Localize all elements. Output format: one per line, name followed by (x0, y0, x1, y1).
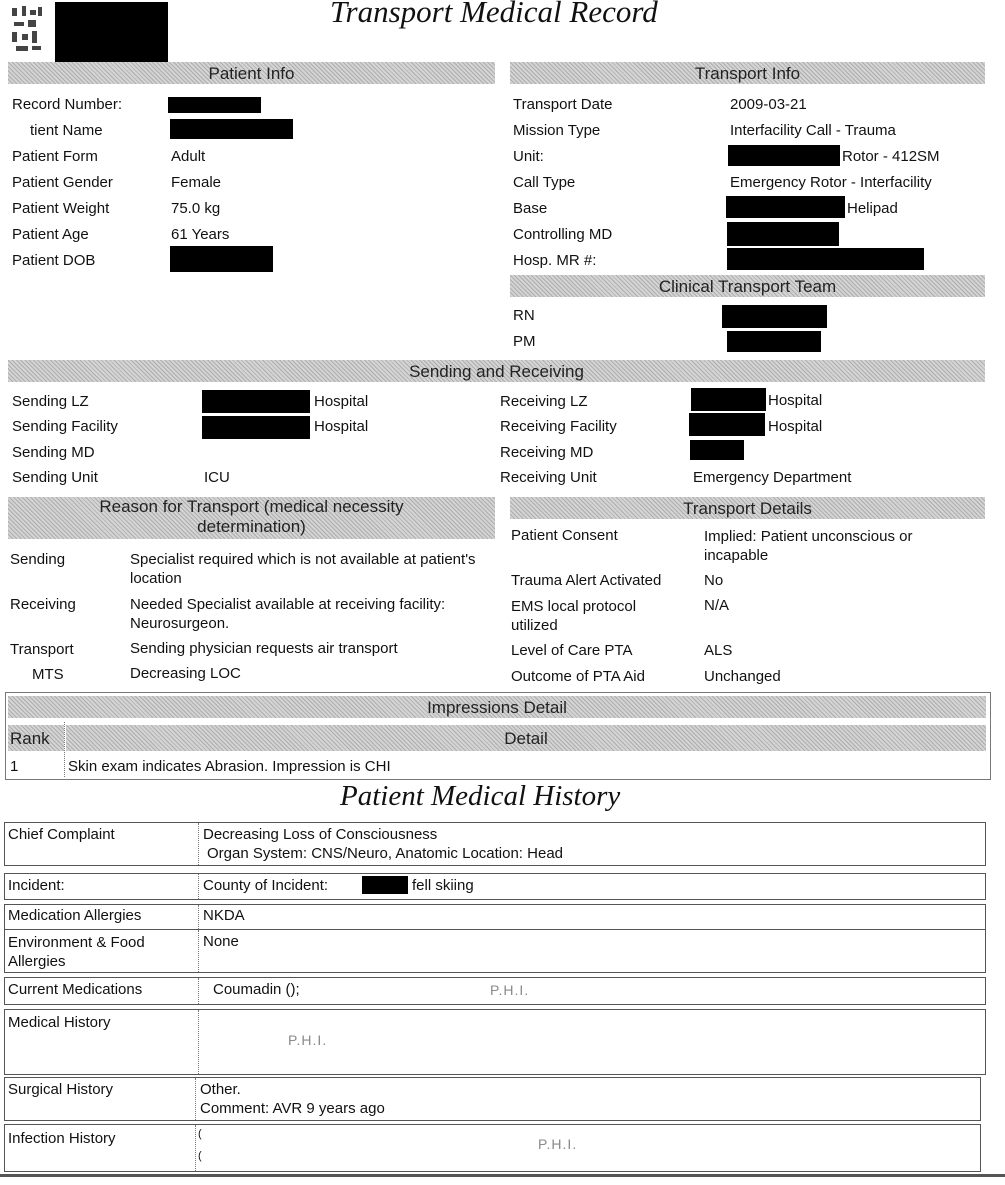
reason-heading: Reason for Transport (medical necessity determination) (8, 497, 495, 539)
receiving-unit-value: Emergency Department (693, 469, 852, 486)
field-label: Chief Complaint (8, 826, 115, 843)
ems-protocol-value: N/A (704, 597, 730, 614)
column-divider (198, 905, 199, 929)
field-label: Surgical History (8, 1081, 114, 1098)
redacted-record-number (168, 97, 261, 113)
field-label: Receiving Facility (500, 418, 617, 435)
field-label: Transport Date (513, 96, 613, 113)
redacted-sending-facility (202, 416, 310, 439)
field-label: Sending Facility (12, 418, 118, 435)
redacted-patient-dob (170, 246, 273, 272)
impression-detail: Skin exam indicates Abrasion. Impression is CHI (68, 758, 391, 775)
field-label: Receiving MD (500, 444, 594, 461)
field-label: Patient Form (12, 148, 98, 165)
field-label: Trauma Alert Activated (511, 572, 662, 589)
field-label: Base (513, 200, 548, 217)
infection-history-value-2: ( (198, 1150, 202, 1162)
institution-logo-icon (8, 4, 50, 56)
rank-column-header: Rank (8, 725, 64, 751)
chief-complaint-detail: Organ System: CNS/Neuro, Anatomic Location: Head (207, 845, 564, 862)
field-label: Hosp. MR #: (513, 252, 597, 269)
history-title: Patient Medical History (340, 780, 621, 812)
column-divider (64, 722, 65, 777)
medication-allergies-row (4, 904, 986, 930)
field-label: Incident: (8, 877, 65, 894)
sending-facility-value: Hospital (314, 418, 369, 435)
reason-transport-value: Sending physician requests air transport (130, 640, 398, 657)
redacted-receiving-lz (691, 388, 766, 411)
field-label: Receiving (10, 596, 76, 613)
call-type-value: Emergency Rotor - Interfacility (730, 174, 932, 191)
field-label: Patient DOB (12, 252, 96, 269)
pta-outcome-value: Unchanged (704, 668, 781, 685)
clinical-team-heading: Clinical Transport Team (510, 275, 985, 297)
redacted-controlling-md (727, 222, 839, 246)
impression-rank: 1 (10, 758, 19, 775)
incident-row (4, 873, 986, 900)
redacted-sending-lz (202, 390, 310, 413)
field-label: Sending (10, 551, 66, 568)
phi-stamp: P.H.I. (490, 982, 530, 998)
transport-date-value: 2009-03-21 (730, 96, 807, 113)
field-label: EMS local protocol utilized (511, 598, 637, 634)
field-label: Current Medications (8, 981, 143, 998)
column-divider (195, 1078, 196, 1120)
field-label: Medication Allergies (8, 907, 142, 924)
field-label: Receiving Unit (500, 469, 597, 486)
field-label: Sending MD (12, 444, 95, 461)
current-medications-value: Coumadin (); (213, 981, 300, 998)
patient-gender-value: Female (171, 174, 222, 191)
reason-sending-value: Specialist required which is not available at patient's location (130, 551, 476, 587)
surgical-history-comment: Comment: AVR 9 years ago (200, 1100, 385, 1117)
field-label: Level of Care PTA (511, 642, 633, 659)
transport-details-heading: Transport Details (510, 497, 985, 519)
base-value: Helipad (847, 200, 898, 217)
patient-age-value: 61 Years (171, 226, 230, 243)
reason-mts-value: Decreasing LOC (130, 665, 241, 682)
redacted-patient-name (170, 119, 293, 139)
field-label: Sending LZ (12, 393, 89, 410)
field-label: Medical History (8, 1014, 111, 1031)
redacted-base (726, 196, 845, 218)
redacted-rn (722, 305, 827, 328)
level-of-care-value: ALS (704, 642, 733, 659)
medical-history-row (4, 1009, 986, 1075)
field-label: tient Name (30, 122, 103, 139)
field-label: Unit: (513, 148, 544, 165)
field-label: Infection History (8, 1130, 116, 1147)
field-label: Environment & Food Allergies (8, 934, 145, 970)
mission-type-value: Interfacility Call - Trauma (730, 122, 896, 139)
field-label: Patient Gender (12, 174, 113, 191)
column-divider (198, 1010, 199, 1074)
field-label: Controlling MD (513, 226, 613, 243)
field-label: Receiving LZ (500, 393, 588, 410)
team-member-label: PM (513, 333, 536, 350)
field-label: Sending Unit (12, 469, 98, 486)
impressions-heading: Impressions Detail (8, 696, 986, 718)
field-label: Transport (10, 641, 74, 658)
chief-complaint-value: Decreasing Loss of Consciousness (203, 826, 438, 843)
field-label: Patient Weight (12, 200, 110, 217)
column-divider (198, 823, 199, 865)
incident-county-label: County of Incident: (203, 877, 329, 894)
column-divider (195, 1125, 196, 1171)
unit-value: Rotor - 412SM (842, 148, 940, 165)
redacted-hosp-mr (727, 248, 924, 270)
team-member-label: RN (513, 307, 535, 324)
transport-info-heading: Transport Info (510, 62, 985, 84)
surgical-history-value: Other. (200, 1081, 241, 1098)
field-label: Call Type (513, 174, 576, 191)
infection-history-value: ( (198, 1128, 202, 1140)
redacted-receiving-facility (689, 413, 765, 436)
incident-value: fell skiing (412, 877, 474, 894)
medication-allergies-value: NKDA (203, 907, 245, 924)
field-label: Outcome of PTA Aid (511, 668, 645, 685)
reason-receiving-value: Needed Specialist available at receiving facility: Neurosurgeon. (130, 596, 446, 632)
phi-stamp: P.H.I. (288, 1032, 328, 1048)
redacted-pm (727, 331, 821, 352)
field-label: Mission Type (513, 122, 601, 139)
surgical-history-row (4, 1077, 981, 1121)
column-divider (198, 978, 199, 1004)
sending-lz-value: Hospital (314, 393, 369, 410)
field-label: Patient Consent (511, 527, 618, 544)
receiving-lz-value: Hospital (768, 392, 823, 409)
redacted-receiving-md (690, 440, 744, 460)
infection-history-row (4, 1124, 981, 1172)
field-label: Patient Age (12, 226, 89, 243)
phi-stamp: P.H.I. (538, 1136, 578, 1152)
environment-allergies-value: None (203, 933, 239, 950)
redacted-header-block (55, 2, 168, 66)
redacted-unit (728, 145, 840, 166)
column-divider (198, 874, 199, 899)
field-label: Record Number: (12, 96, 123, 113)
receiving-facility-value: Hospital (768, 418, 823, 435)
trauma-alert-value: No (704, 572, 724, 589)
patient-info-heading: Patient Info (8, 62, 495, 84)
sending-unit-value: ICU (204, 469, 230, 486)
patient-form-value: Adult (171, 148, 206, 165)
patient-weight-value: 75.0 kg (171, 200, 221, 217)
detail-column-header: Detail (66, 725, 986, 751)
column-divider (198, 930, 199, 972)
page-title: Transport Medical Record (330, 0, 658, 29)
patient-consent-value: Implied: Patient unconscious or incapable (704, 528, 913, 564)
page-bottom-rule (0, 1174, 1005, 1177)
field-label: MTS (32, 666, 64, 683)
redacted-county (362, 876, 408, 894)
sending-receiving-heading: Sending and Receiving (8, 360, 985, 382)
